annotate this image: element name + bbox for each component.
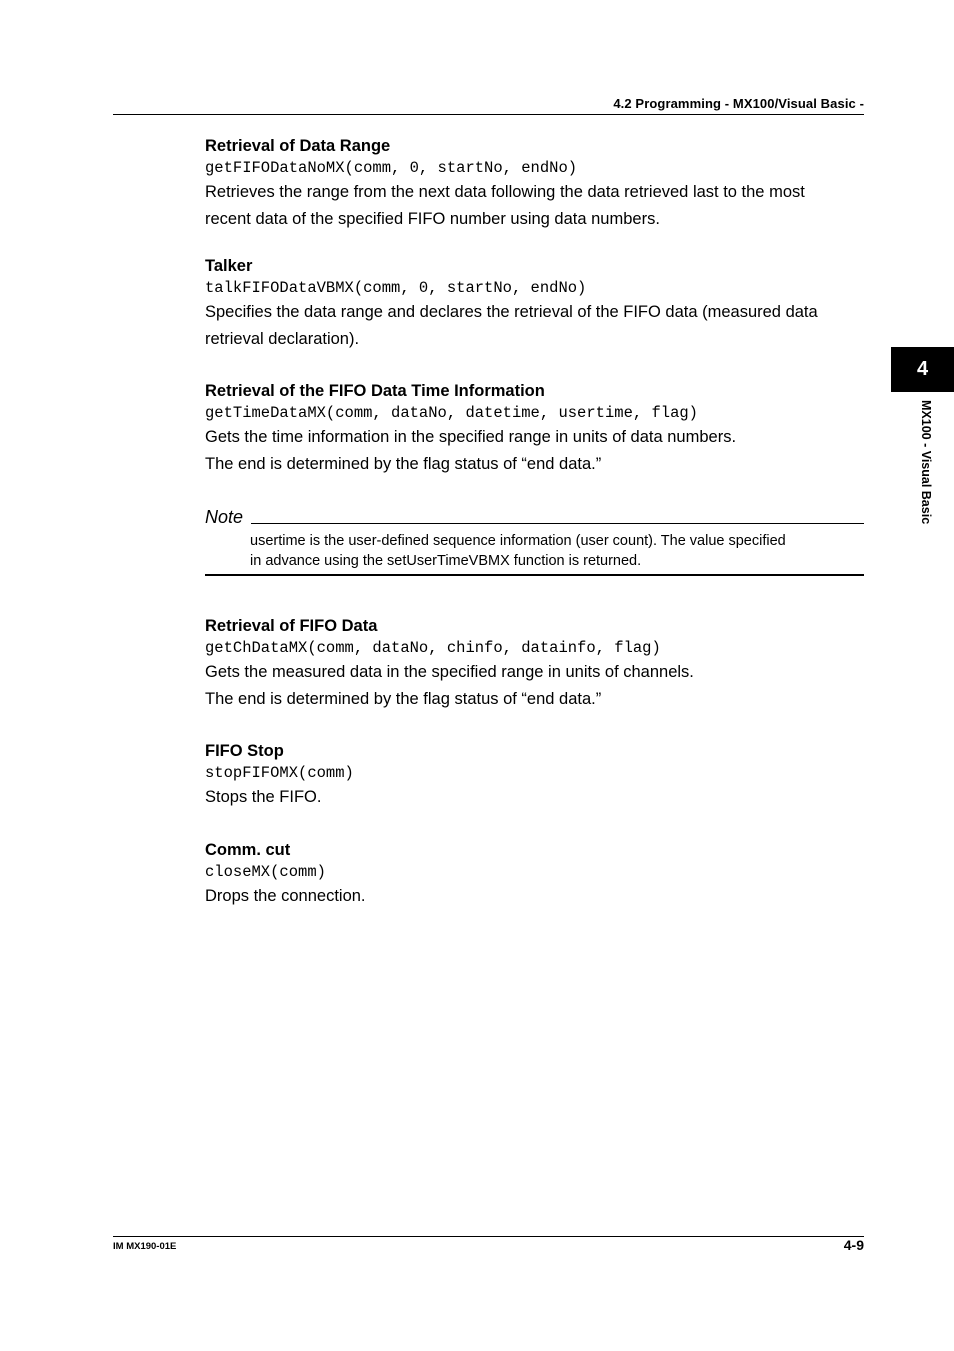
section-description	[205, 784, 865, 811]
function-signature: closeMX(comm)	[205, 863, 326, 881]
header-rule	[113, 114, 864, 115]
description-line: recent data of the specified FIFO number using data numbers.	[205, 209, 660, 228]
section-heading: Talker	[205, 257, 253, 275]
section-comm-cut	[205, 840, 865, 910]
section-description	[205, 659, 865, 712]
note-label: Note	[205, 507, 244, 527]
section-talker	[205, 256, 865, 352]
section-heading: Retrieval of Data Range	[205, 137, 391, 155]
section-description	[205, 179, 865, 232]
description-line: Gets the measured data in the specified range in units of channels.	[205, 663, 694, 681]
page-number: 4-9	[843, 1237, 864, 1253]
section-heading: Retrieval of the FIFO Data Time Information	[205, 382, 545, 400]
function-signature: talkFIFODataVBMX(comm, 0, startNo, endNo)	[205, 279, 587, 297]
note-top-rule	[251, 523, 864, 524]
description-line: Retrieves the range from the next data following the data retrieved last to the most	[205, 183, 805, 201]
description-line: Drops the connection.	[205, 887, 366, 905]
description-line: Gets the time information in the specified range in units of data numbers.	[205, 428, 737, 446]
section-description	[205, 883, 865, 910]
section-description	[205, 424, 865, 477]
function-signature: getChDataMX(comm, dataNo, chinfo, datainfo, flag)	[205, 639, 661, 657]
description-line: The end is determined by the flag status of “end data.”	[205, 454, 602, 473]
note-text	[250, 531, 860, 571]
description-line: Specifies the data range and declares the retrieval of the FIFO data (measured data	[205, 303, 818, 321]
description-line: retrieval declaration).	[205, 329, 360, 348]
description-line: Stops the FIFO.	[205, 788, 322, 806]
function-signature: getFIFODataNoMX(comm, 0, startNo, endNo)	[205, 159, 578, 177]
section-fifo-data	[205, 616, 865, 712]
section-description	[205, 299, 865, 352]
chapter-side-label: MX100 - Visual Basic	[919, 400, 933, 525]
note-line: in advance using the setUserTimeVBMX function is returned.	[250, 553, 642, 569]
section-data-range	[205, 136, 865, 232]
chapter-tab: 4	[891, 347, 954, 392]
function-signature: getTimeDataMX(comm, dataNo, datetime, usertime, flag)	[205, 404, 698, 422]
section-heading: Comm. cut	[205, 841, 291, 859]
note-line: usertime is the user-defined sequence information (user count). The value specified	[250, 533, 786, 549]
note-bottom-rule	[205, 574, 864, 576]
footer-rule	[113, 1236, 864, 1237]
section-heading: Retrieval of FIFO Data	[205, 617, 378, 635]
manual-id: IM MX190-01E	[113, 1241, 177, 1252]
running-header: 4.2 Programming - MX100/Visual Basic -	[613, 96, 864, 111]
section-fifo-stop	[205, 741, 865, 811]
function-signature: stopFIFOMX(comm)	[205, 764, 354, 782]
section-time-information	[205, 381, 865, 477]
description-line: The end is determined by the flag status of “end data.”	[205, 689, 602, 708]
section-heading: FIFO Stop	[205, 742, 284, 760]
